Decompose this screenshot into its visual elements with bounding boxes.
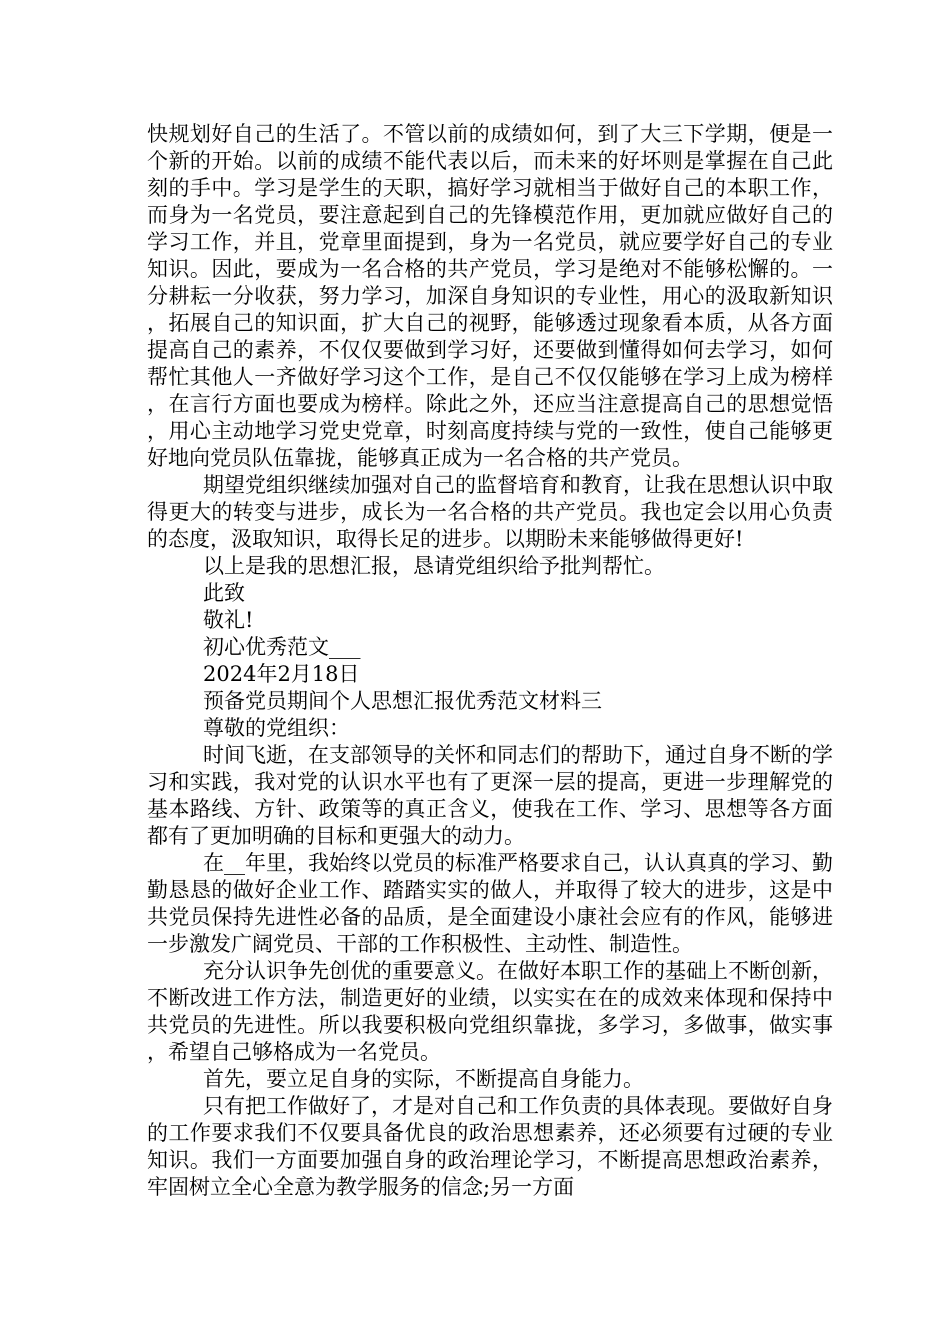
- body-paragraph: 充分认识争先创优的重要意义。在做好本职工作的基础上不断创新，不断改进工作方法，制造更好的业绩，以实实在在的成效来体现和保持中共党员的先进性。所以我要积极向党组织靠拢，多学习，多做事，做实事，希望自己够格成为一名党员。: [147, 959, 833, 1064]
- document-page: [147, 121, 833, 1201]
- greeting: 尊敬的党组织：: [203, 716, 350, 740]
- body-paragraph: 只有把工作做好了，才是对自己和工作负责的具体表现。要做好自身的工作要求我们不仅要具备优良的政治思想素养，还必须要有过硬的专业知识。我们一方面要加强自身的政治理论学习，不断提高思想政治素养，牢固树立全心全意为教学服务的信念;另一方面: [147, 1094, 833, 1199]
- body-paragraph: 首先，要立足自身的实际，不断提高自身能力。: [203, 1067, 644, 1091]
- body-paragraph: 时间飞逝，在支部领导的关怀和同志们的帮助下，通过自身不断的学习和实践，我对党的认识水平也有了更深一层的提高，更进一步理解党的基本路线、方针、政策等的真正含义，使我在工作、学习、思想等各方面都有了更加明确的目标和更强大的动力。: [147, 743, 833, 848]
- body-paragraph: 在__年里，我始终以党员的标准严格要求自己，认认真真的学习、勤勤恳恳的做好企业工作、踏踏实实的做人，并取得了较大的进步，这是中共党员保持先进性必备的品质，是全面建设小康社会应有的作风，能够进一步激发广阔党员、干部的工作积极性、主动性、制造性。: [147, 851, 833, 956]
- closing-respect: 敬礼!: [203, 608, 254, 632]
- paragraph-report-request: 以上是我的思想汇报，恳请党组织给予批判帮忙。: [203, 554, 665, 578]
- paragraph-expectation: 期望党组织继续加强对自己的监督培育和教育，让我在思想认识中取得更大的转变与进步，成长为一名合格的共产党员。我也定会以用心负责的态度，汲取知识，取得长足的进步。以期盼未来能够做得更好!: [147, 473, 833, 551]
- signature: 初心优秀范文___: [203, 635, 361, 659]
- section-title: 预备党员期间个人思想汇报优秀范文材料三: [203, 689, 602, 713]
- closing-salutation: 此致: [203, 581, 245, 605]
- paragraph-study-continuation: 快规划好自己的生活了。不管以前的成绩如何，到了大三下学期，便是一个新的开始。以前的成绩不能代表以后，而未来的好坏则是掌握在自己此刻的手中。学习是学生的天职，搞好学习就相当于做好自己的本职工作，而身为一名党员，要注意起到自己的先锋模范作用，更加就应做好自己的学习工作，并且，党章里面提到，身为一名党员，就应要学好自己的专业知识。因此，要成为一名合格的共产党员，学习是绝对不能够松懈的。一分耕耘一分收获，努力学习，加深自身知识的专业性，用心的汲取新知识，拓展自己的知识面，扩大自己的视野，能够透过现象看本质，从各方面提高自己的素养，不仅仅要做到学习好，还要做到懂得如何去学习，如何帮忙其他人一齐做好学习这个工作，是自己不仅仅能够在学习上成为榜样，在言行方面也要成为榜样。除此之外，还应当注意提高自己的思想觉悟，用心主动地学习党史党章，时刻高度持续与党的一致性，使自己能够更好地向党员队伍靠拢，能够真正成为一名合格的共产党员。: [147, 122, 833, 470]
- date: 2024年2月18日: [203, 662, 360, 686]
